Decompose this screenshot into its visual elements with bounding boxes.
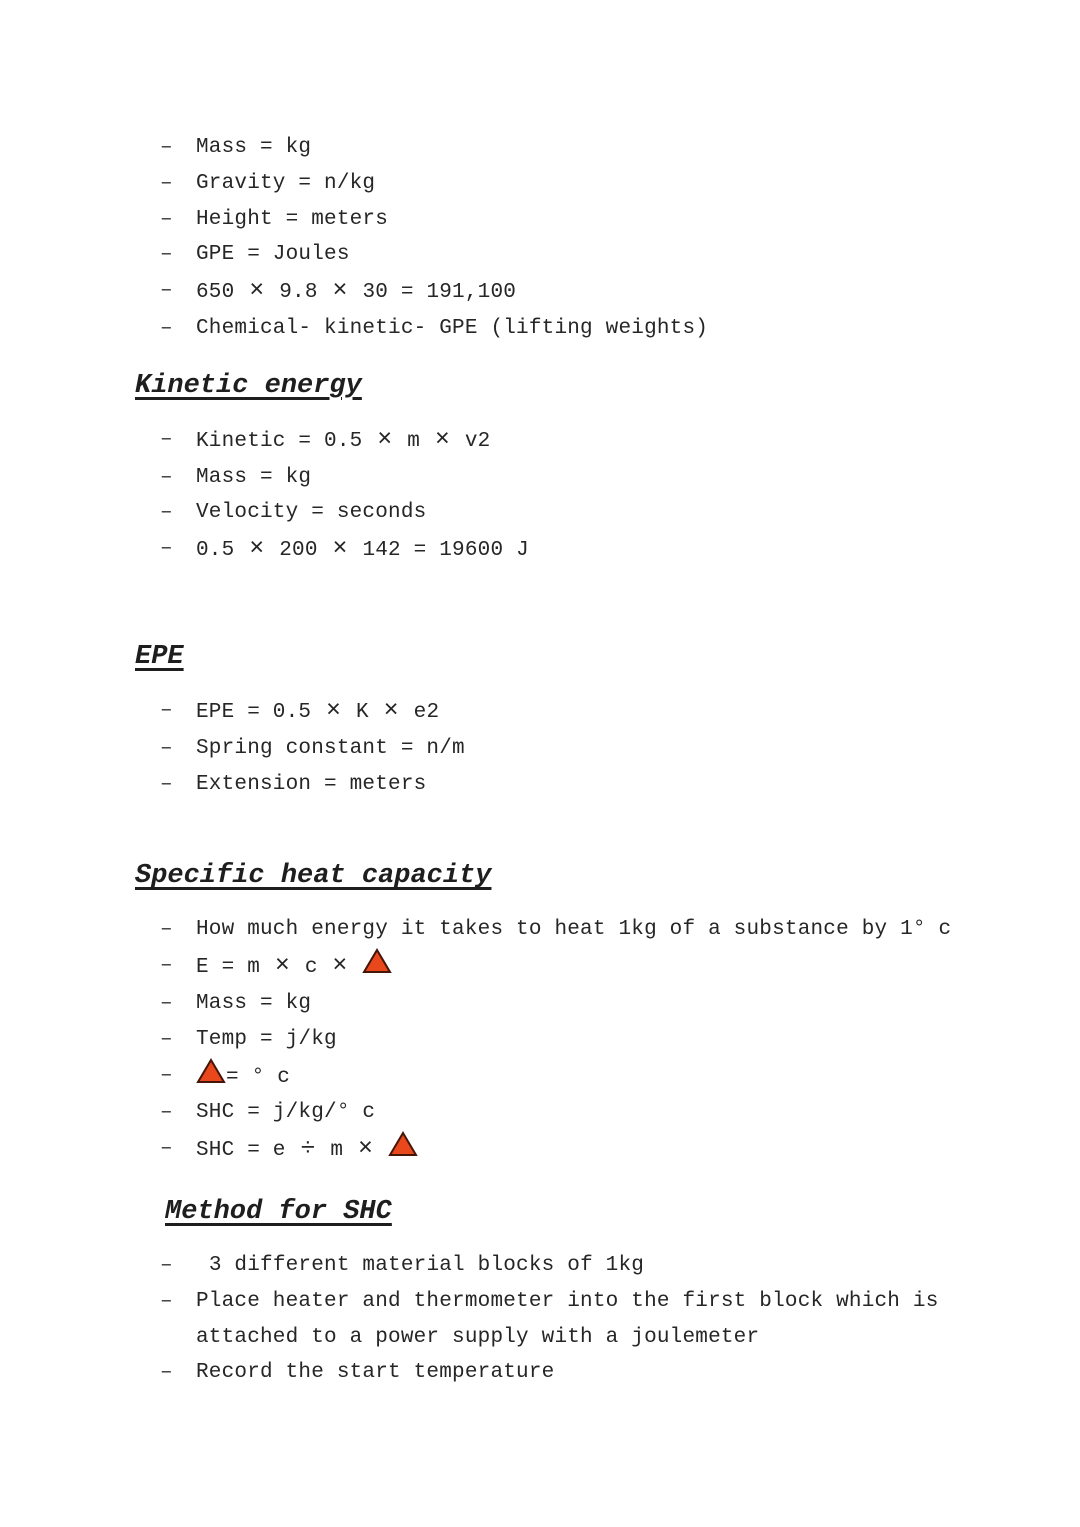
- bullet-item: [160, 1095, 1080, 1131]
- bullet-text: Chemical- kinetic- GPE (lifting weights): [196, 316, 709, 340]
- bullet-text: Temp = j/kg: [196, 1027, 337, 1051]
- delta-triangle-icon: [388, 1131, 418, 1157]
- bullet-dash: –: [160, 1253, 173, 1277]
- bullet-text: 3 different material blocks of 1kg: [196, 1253, 645, 1277]
- heading-specific-heat-capacity: Specific heat capacity: [135, 861, 492, 892]
- bullet-text: Velocity = seconds: [196, 501, 427, 525]
- bullet-list-specific-heat-capacity: [160, 912, 1080, 1169]
- multiply-sign: ×: [434, 424, 451, 454]
- bullet-text: E = m × c ×: [196, 948, 392, 986]
- bullet-text: = ° c: [196, 1058, 290, 1096]
- bullet-dash: –: [160, 1027, 173, 1051]
- bullet-text: Gravity = n/kg: [196, 171, 376, 195]
- multiply-sign: ×: [332, 951, 348, 981]
- bullet-list-epe: [160, 693, 1080, 802]
- bullet-item: [160, 166, 1080, 202]
- bullet-item: [160, 767, 1080, 803]
- heading-epe: EPE: [135, 641, 184, 672]
- multiply-sign: ×: [377, 424, 393, 454]
- bullet-dash: –: [160, 772, 173, 796]
- bullet-text: SHC = e ÷ m ×: [196, 1131, 418, 1169]
- section-kinetic-energy: [0, 366, 1080, 569]
- bullet-dash: –: [160, 279, 173, 303]
- section-gpe-units: [0, 130, 1080, 347]
- bullet-dash: –: [160, 991, 173, 1015]
- bullet-item: [160, 202, 1080, 238]
- bullet-dash: –: [160, 316, 173, 340]
- bullet-item: [160, 1355, 1080, 1391]
- heading-kinetic-energy: Kinetic energy: [135, 370, 362, 401]
- bullet-dash: –: [160, 243, 173, 267]
- bullet-dash: –: [160, 954, 173, 978]
- bullet-dash: –: [160, 465, 173, 489]
- multiply-sign: ×: [274, 951, 291, 981]
- bullet-item: [160, 311, 1080, 347]
- bullet-text: GPE = Joules: [196, 243, 350, 267]
- bullet-item: [160, 1022, 1080, 1058]
- bullet-list-kinetic-energy: [160, 422, 1080, 569]
- bullet-item: [160, 495, 1080, 531]
- bullet-text: Mass = kg: [196, 136, 312, 159]
- bullet-dash: –: [160, 427, 173, 451]
- bullet-item: [160, 948, 1080, 986]
- heading-method-for-shc: Method for SHC: [165, 1196, 392, 1227]
- section-method-for-shc: [0, 1192, 1080, 1391]
- bullet-text: Mass = kg: [196, 465, 312, 489]
- bullet-list-gpe-units: [160, 130, 1080, 347]
- bullet-item: [160, 912, 1080, 948]
- bullet-text: Extension = meters: [196, 772, 427, 796]
- bullet-dash: –: [160, 698, 173, 722]
- multiply-sign: ×: [358, 1134, 374, 1164]
- bullet-text: 650 × 9.8 × 30 = 191,100: [196, 276, 517, 306]
- multiply-sign: ×: [249, 276, 265, 306]
- multiply-sign: ×: [332, 534, 348, 564]
- bullet-text: Mass = kg: [196, 991, 312, 1015]
- bullet-dash: –: [160, 736, 173, 760]
- bullet-item: [160, 986, 1080, 1022]
- bullet-dash: –: [160, 918, 173, 942]
- bullet-item: [160, 273, 1080, 311]
- bullet-item: [160, 237, 1080, 273]
- bullet-text: Record the start temperature: [196, 1361, 555, 1385]
- bullet-item: [160, 1248, 1080, 1284]
- bullet-list-method-for-shc: [160, 1248, 1080, 1391]
- bullet-text: Place heater and thermometer into the first block which is attached to a power supply with a joulemeter: [196, 1289, 952, 1349]
- bullet-dash: –: [160, 171, 173, 195]
- bullet-dash: –: [160, 1063, 173, 1087]
- notes-content: [0, 130, 1080, 1391]
- bullet-text: How much energy it takes to heat 1kg of a substance by 1° c: [196, 918, 952, 942]
- section-specific-heat-capacity: [0, 856, 1080, 1169]
- bullet-text: SHC = j/kg/° c: [196, 1101, 376, 1125]
- divide-sign: ÷: [300, 1134, 316, 1164]
- bullet-dash: –: [160, 207, 173, 231]
- bullet-text: Height = meters: [196, 207, 389, 231]
- bullet-item: [160, 130, 1080, 166]
- bullet-dash: –: [160, 1361, 173, 1385]
- bullet-dash: –: [160, 136, 173, 159]
- bullet-dash: –: [160, 1289, 173, 1313]
- bullet-dash: –: [160, 501, 173, 525]
- bullet-dash: –: [160, 537, 173, 561]
- bullet-text: 0.5 × 200 × 142 = 19600 J: [196, 534, 529, 564]
- section-epe: [0, 637, 1080, 802]
- multiply-sign: ×: [332, 276, 348, 306]
- bullet-item: [160, 731, 1080, 767]
- multiply-sign: ×: [383, 695, 399, 725]
- bullet-item: [160, 693, 1080, 731]
- bullet-item: [160, 1058, 1080, 1096]
- bullet-dash: –: [160, 1137, 173, 1161]
- bullet-item: [160, 1284, 1080, 1356]
- multiply-sign: ×: [249, 534, 265, 564]
- bullet-dash: –: [160, 1101, 173, 1125]
- multiply-sign: ×: [326, 695, 342, 725]
- bullet-item: [160, 460, 1080, 496]
- delta-triangle-icon: [362, 948, 392, 974]
- delta-triangle-icon: [196, 1058, 226, 1084]
- bullet-text: Kinetic = 0.5 × m × v2: [196, 424, 491, 454]
- bullet-item: [160, 531, 1080, 569]
- bullet-item: [160, 1131, 1080, 1169]
- bullet-text: Spring constant = n/m: [196, 736, 465, 760]
- bullet-text: EPE = 0.5 × K × e2: [196, 695, 440, 725]
- bullet-item: [160, 422, 1080, 460]
